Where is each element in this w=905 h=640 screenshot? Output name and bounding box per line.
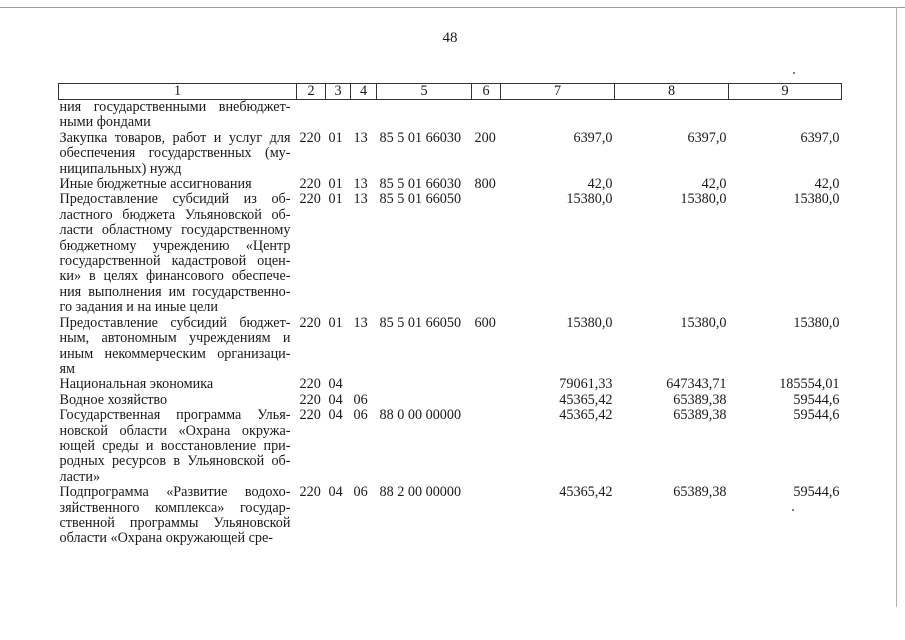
row-expense-type: 600 [474,314,496,331]
row-expense-type [472,192,501,315]
row-admin-code: 220 [299,407,321,424]
row-amount-col7: 79061,33 [559,376,613,393]
row-target-code: 85 5 01 66050 [379,314,462,331]
row-subsection [351,100,377,131]
table-row [59,377,842,392]
row-name: Подпрограмма «Развитие водохо- зяйственного комплекса» государ- ственной программы Ульяновской области «Охрана окружающей сре- [59,484,291,547]
row-section: 04 [328,484,343,501]
row-section: 01 [328,314,343,331]
row-amount-col7: 45365,42 [559,391,613,408]
scan-speck [793,72,795,74]
col-header-8: 8 [615,84,729,100]
row-target-code: 85 5 01 66030 [379,176,462,193]
row-amount-col7 [501,100,615,131]
row-expense-type [472,485,501,547]
row-amount-col9 [729,100,842,131]
row-section: 04 [328,376,343,393]
row-expense-type [472,393,501,408]
row-amount-col9: 59544,6 [793,391,840,408]
row-admin-code: 220 [299,176,321,193]
row-admin-code [297,100,326,131]
col-header-6: 6 [472,84,501,100]
header-row [59,84,842,100]
row-subsection: 06 [353,407,368,424]
col-header-4: 4 [351,84,377,100]
col-header-3: 3 [326,84,351,100]
row-section: 04 [328,407,343,424]
row-name: Государственная программа Улья- новской области «Охрана окружа- ющей среды и восстановление при- родных ресурсов в Ульяновской об- ласти» [59,407,291,485]
table-body [59,100,842,547]
row-amount-col8: 65389,38 [673,484,727,501]
row-amount-col7: 15380,0 [566,191,613,208]
table-row [59,393,842,408]
table-row [59,131,842,177]
row-amount-col9: 15380,0 [793,314,840,331]
row-amount-col8: 65389,38 [673,391,727,408]
row-subsection: 13 [353,129,368,146]
row-amount-col8: 647343,71 [666,376,727,393]
row-target-code: 88 0 00 00000 [379,407,462,424]
row-amount-col7: 45365,42 [559,407,613,424]
row-name: Предоставление субсидий из об- ластного бюджета Ульяновской об- ласти областному государственному бюджетному учреждению «Центр государственной кадастровой оцен- ки» в целях финансового обеспече- ния выполнения им государственно- го задания и на иные цели [59,191,291,316]
row-amount-col8: 15380,0 [680,314,727,331]
row-expense-type: 800 [474,176,496,193]
col-header-1: 1 [59,84,297,100]
row-amount-col7: 15380,0 [566,314,613,331]
row-section [326,100,351,131]
table-row [59,408,842,485]
row-section: 01 [328,129,343,146]
col-header-5: 5 [377,84,472,100]
row-admin-code: 220 [299,129,321,146]
row-section: 01 [328,176,343,193]
row-subsection: 06 [353,484,368,501]
row-admin-code: 220 [299,314,321,331]
row-name: Иные бюджетные ассигнования [59,176,252,193]
row-target-code: 85 5 01 66050 [379,191,462,208]
row-subsection [351,377,377,392]
col-header-9: 9 [729,84,842,100]
row-amount-col8: 6397,0 [687,129,727,146]
row-section: 04 [328,391,343,408]
table-row [59,485,842,547]
row-amount-col7: 42,0 [587,176,613,193]
row-expense-type [472,408,501,485]
row-admin-code: 220 [299,484,321,501]
row-amount-col8: 65389,38 [673,407,727,424]
row-amount-col9: 42,0 [814,176,840,193]
row-amount-col7: 45365,42 [559,484,613,501]
row-section: 01 [328,191,343,208]
row-amount-col7: 6397,0 [573,129,613,146]
table-row [59,100,842,131]
row-admin-code: 220 [299,391,321,408]
row-amount-col8 [615,100,729,131]
row-target-code: 85 5 01 66030 [379,129,462,146]
row-name: Водное хозяйство [59,391,168,408]
row-amount-col9: 59544,6 [793,407,840,424]
row-expense-type [472,100,501,131]
row-target-code [377,393,472,408]
page-number: 48 [442,30,458,46]
row-admin-code: 220 [299,376,321,393]
row-amount-col9: 6397,0 [800,129,840,146]
row-expense-type: 200 [474,129,496,146]
row-name: Национальная экономика [59,376,214,393]
row-admin-code: 220 [299,191,321,208]
page-right-edge [896,7,897,607]
row-amount-col8: 15380,0 [680,191,727,208]
page-top-edge [0,7,905,8]
table-row [59,316,842,378]
row-target-code [377,377,472,392]
row-amount-col9: 15380,0 [793,191,840,208]
row-name: ния государственными внебюджет- ными фондами [59,99,291,131]
row-amount-col8: 42,0 [701,176,727,193]
table-row [59,177,842,192]
row-target-code [377,100,472,131]
row-name: Предоставление субсидий бюджет- ным, автономным учреждениям и иным некоммерческим организаци- ям [59,314,291,377]
row-subsection: 13 [353,191,368,208]
budget-table [58,83,842,547]
row-subsection: 06 [353,391,368,408]
row-expense-type [472,377,501,392]
row-name: Закупка товаров, работ и услуг для обеспечения государственных (му- ниципальных) нужд [59,129,291,177]
row-subsection: 13 [353,176,368,193]
row-target-code: 88 2 00 00000 [379,484,462,501]
col-header-2: 2 [297,84,326,100]
col-header-7: 7 [501,84,615,100]
row-amount-col9: 59544,6 [793,484,840,501]
row-amount-col9: 185554,01 [779,376,840,393]
table-row [59,192,842,315]
row-subsection: 13 [353,314,368,331]
